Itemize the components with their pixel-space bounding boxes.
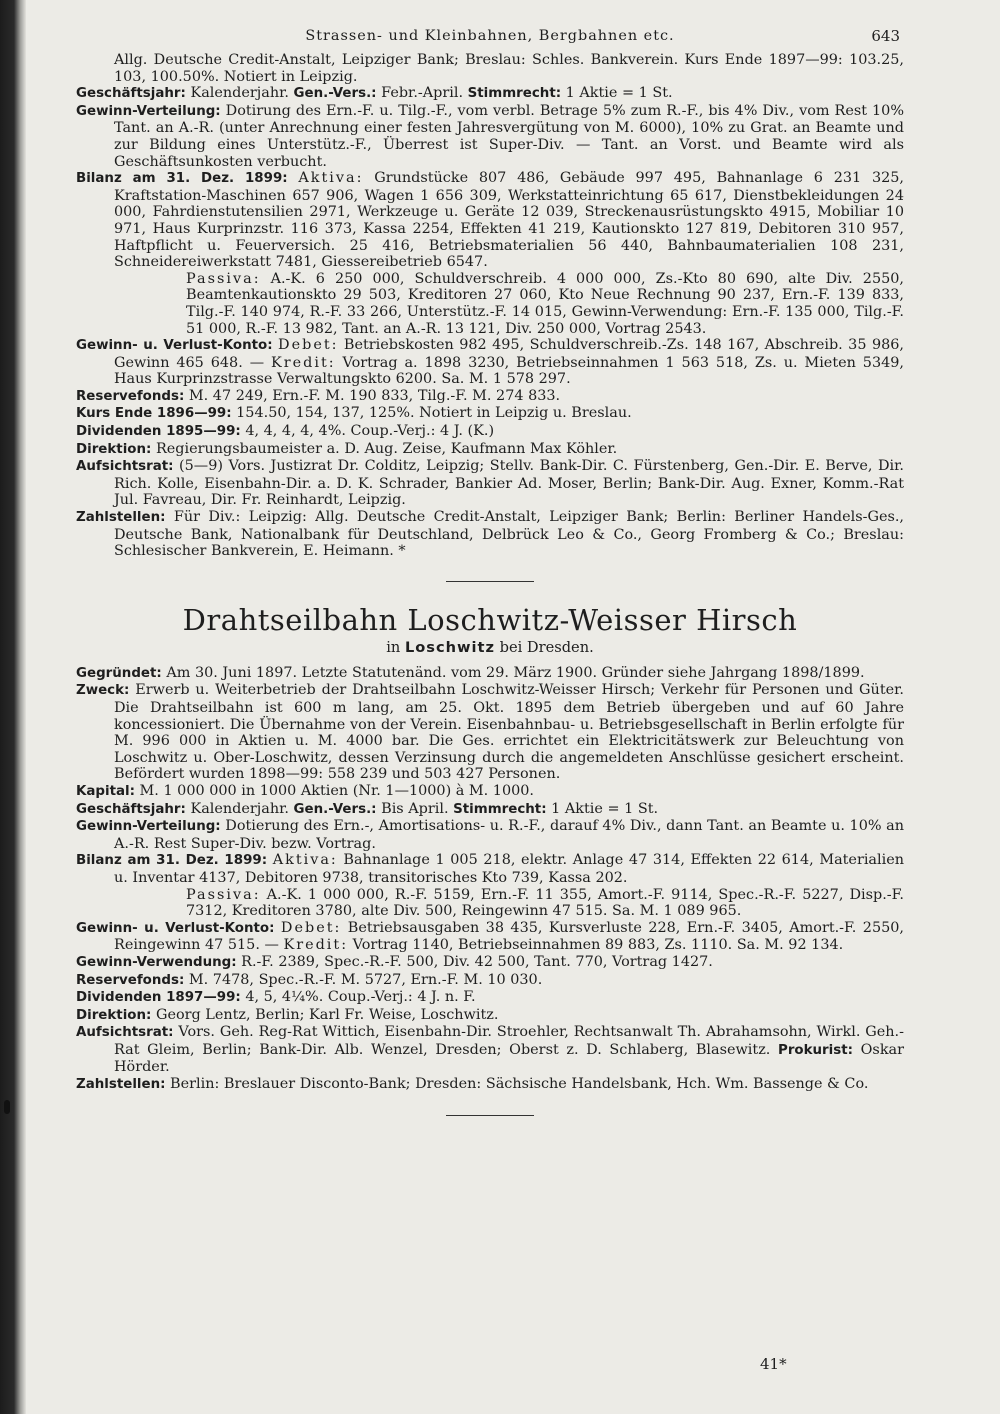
value-direktion-2: Georg Lentz, Berlin; Karl Fr. Weise, Loschwitz. [151, 1006, 499, 1023]
entry-gewinnverteilung [76, 102, 904, 170]
label-kapital: Kapital: [76, 783, 135, 799]
label-passiva: Passiva: [186, 270, 261, 287]
value-gegruendet: Am 30. Juni 1897. Letzte Statutenänd. vom 29. März 1900. Gründer siehe Jahrgang 1898/1899. [161, 664, 865, 681]
label-zahlstellen: Zahlstellen: [76, 510, 166, 526]
label-direktion-2: Direktion: [76, 1007, 152, 1023]
entry-gewinnverteilung-2 [76, 818, 904, 852]
label-debet: Debet: [278, 337, 339, 354]
label-geschaeftsjahr: Geschäftsjahr: [76, 86, 186, 102]
entry-reservefonds-2 [76, 971, 904, 990]
label-aufsichtsrat-2: Aufsichtsrat: [76, 1025, 174, 1041]
label-dividenden: Dividenden 1895—99: [76, 424, 241, 440]
value-genvers: Febr.-April. [376, 85, 468, 102]
label-kredit: Kredit: [271, 354, 336, 371]
location-place: Loschwitz [404, 638, 495, 656]
value-kredit: Vortrag a. 1898 3230, Betriebseinnahmen 1 563 518, Zs. u. Mieten 5349, Haus Kurprinzstrasse Verwaltungskto 6200. Sa. M. 1 578 297. [114, 354, 904, 388]
location-prefix: in [386, 638, 405, 656]
label-bilanz: Bilanz am 31. Dez. 1899: [76, 171, 288, 187]
value-gewinnverteilung-2: Dotierung des Ern.-, Amortisations- u. R.-F., darauf 4% Div., dann Tant. an Beamte u. 10% an A.-R. Rest Super-Div. bezw. Vortrag. [114, 818, 904, 852]
value-prokurist: Oskar Hörder. [114, 1041, 904, 1076]
label-direktion: Direktion: [76, 441, 152, 457]
value-kredit-2: Vortrag 1140, Betriebseinnahmen 89 883, Zs. 1110. Sa. M. 92 134. [348, 937, 844, 954]
company-section [76, 603, 904, 1094]
previous-company-section [76, 52, 904, 560]
label-debet-2: Debet: [280, 919, 342, 936]
company-location [76, 639, 904, 657]
entry-gewinnverwendung [76, 953, 904, 972]
page-number: 643 [871, 27, 900, 45]
intro-paragraph: Allg. Deutsche Credit-Anstalt, Leipziger Bank; Breslau: Schles. Bankverein. Kurs Ende 1897—99: 103.25, 103, 100.50%. Notiert in Leipzig. [114, 52, 904, 85]
entry-bilanz-2 [76, 852, 904, 886]
value-aktiva-2: Bahnanlage 1 005 218, elektr. Anlage 47 314, Effekten 22 614, Materialien u. Inventar 4137, Debitoren 9738, transitorisches Kto 739, Kassa 202. [114, 852, 904, 886]
label-stimmrecht: Stimmrecht: [467, 86, 562, 102]
label-prokurist: Prokurist: [778, 1042, 853, 1058]
entry-passiva-2 [114, 887, 904, 920]
value-aufsichtsrat: (5—9) Vors. Justizrat Dr. Colditz, Leipzig; Stellv. Bank-Dir. C. Fürstenberg, Gen.-Dir. E. Berve, Dir. Rich. Kolle, Eisenbahn-Dir. a. D. K. Schrader, Bankier Ad. Moser, Berlin; Bank-Dir. Aug. Exner, Komm.-Rat Jul. Favreau, Dir. Fr. Reinhardt, Leipzig. [114, 458, 904, 509]
scan-edge [0, 0, 26, 1414]
entry-guv-2 [76, 919, 904, 954]
value-aktiva: Grundstücke 807 486, Gebäude 997 495, Bahnanlage 6 231 325, Kraftstation-Maschinen 657 906, Wagen 1 656 309, Werkstatteinrichtung 65 617, Dienstbekleidungen 24 000, Fahrdienstutensilien 2971, Werkzeuge u. Geräte 12 039, Streckenausrüstungskto 4915, Mobiliar 10 971, Haus Kurprinzstr. 116 373, Kassa 2254, Effekten 41 219, Kautionskto 127 819, Debitoren 310 957, Haftpflicht u. Feuerversich. 25 416, Betriebsmaterialien 56 440, Bahnbaumaterialien 108 231, Schneidereiwerkstatt 7481, Giessereibetrieb 6547. [114, 170, 905, 271]
label-aktiva: Aktiva: [298, 170, 364, 187]
label-genvers: Gen.-Vers.: [293, 86, 377, 102]
label-passiva-2: Passiva: [186, 886, 261, 903]
entry-guv [76, 337, 904, 388]
label-zweck: Zweck: [76, 683, 130, 699]
entry-aufsichtsrat-2 [76, 1024, 904, 1076]
entry-passiva [114, 271, 904, 337]
page-header [76, 20, 904, 45]
label-gewinnverteilung-2: Gewinn-Verteilung: [76, 819, 221, 835]
entry-reservefonds [76, 387, 904, 406]
label-reservefonds: Reservefonds: [76, 388, 185, 404]
label-genvers-2: Gen.-Vers.: [293, 801, 377, 817]
label-gegruendet: Gegründet: [76, 665, 162, 681]
label-dividenden-2: Dividenden 1897—99: [76, 990, 241, 1006]
entry-aufsichtsrat [76, 458, 904, 509]
value-geschaeftsjahr: Kalenderjahr. [185, 85, 294, 102]
end-divider [446, 1115, 534, 1116]
entry-direktion-2 [76, 1006, 904, 1025]
company-title: Drahtseilbahn Loschwitz-Weisser Hirsch [182, 602, 798, 637]
entry-zahlstellen [76, 509, 904, 560]
value-dividenden-2: 4, 5, 4¼%. Coup.-Verj.: 4 J. n. F. [240, 989, 476, 1006]
entry-gegruendet [76, 664, 904, 683]
label-gewinnverwendung: Gewinn-Verwendung: [76, 954, 237, 970]
label-reservefonds-2: Reservefonds: [76, 972, 185, 988]
value-reservefonds-2: M. 7478, Spec.-R.-F. M. 5727, Ern.-F. M. 10 030. [184, 971, 543, 988]
value-passiva: A.-K. 6 250 000, Schuldverschreib. 4 000 000, Zs.-Kto 80 690, alte Div. 2550, Beamtenkautionskto 29 503, Kreditoren 27 060, Kto Neue Rechnung 90 237, Ern.-F. 139 833, Tilg.-F. 140 974, R.-F. 33 266, Unterstütz.-F. 14 015, Gewinn-Verwendung: Ern.-F. 135 000, Tilg.-F. 51 000, R.-F. 13 982, Tant. an A.-R. 13 121, Div. 250 000, Vortrag 2543. [186, 270, 904, 337]
value-kapital: M. 1 000 000 in 1000 Aktien (Nr. 1—1000) à M. 1000. [134, 782, 535, 799]
value-aufsichtsrat-2: Vors. Geh. Reg-Rat Wittich, Eisenbahn-Dir. Stroehler, Rechtsanwalt Th. Abrahamsohn, Wirkl. Geh.-Rat Gleim, Berlin; Bank-Dir. Alb. Wenzel, Dresden; Oberst z. D. Schlaberg, Blasewitz. [114, 1024, 904, 1058]
value-gewinnverteilung: Dotirung des Ern.-F. u. Tilg.-F., vom verbl. Betrage 5% zum R.-F., bis 4% Div., vom Rest 10% Tant. an A.-R. (unter Anrechnung einer festen Jahresvergütung von M. 6000), 10% zu Grat. an Beamte und zur Bildung eines Unterstütz.-F., Überrest ist Super-Div. — Tant. an Vorst. und Beamte wird als Geschäftsunkosten verbucht. [114, 102, 904, 170]
entry-dividenden [76, 423, 904, 441]
value-stimmrecht: 1 Aktie = 1 St. [561, 85, 673, 102]
running-title: Strassen- und Kleinbahnen, Bergbahnen etc. [305, 28, 675, 44]
entry-zweck [76, 682, 904, 783]
value-dividenden: 4, 4, 4, 4, 4%. Coup.-Verj.: 4 J. (K.) [240, 423, 495, 440]
value-geschaeftsjahr-2: Kalenderjahr. [185, 800, 294, 817]
label-gewinnverteilung: Gewinn-Verteilung: [76, 103, 221, 119]
label-stimmrecht-2: Stimmrecht: [453, 801, 547, 817]
entry-geschaeftsjahr [76, 85, 904, 103]
entry-dividenden-2 [76, 989, 904, 1007]
value-reservefonds: M. 47 249, Ern.-F. M. 190 833, Tilg.-F. M. 274 833. [184, 387, 561, 404]
value-genvers-2: Bis April. [376, 800, 454, 817]
page [76, 20, 904, 1116]
entry-zahlstellen-2 [76, 1076, 904, 1094]
entry-bilanz [76, 170, 905, 271]
value-direktion: Regierungsbaumeister a. D. Aug. Zeise, Kaufmann Max Köhler. [151, 440, 618, 457]
label-kredit-2: Kredit: [283, 937, 349, 954]
location-suffix: bei Dresden. [494, 638, 594, 656]
label-guv: Gewinn- u. Verlust-Konto: [76, 338, 273, 354]
entry-kurs [76, 405, 904, 423]
section-divider [446, 581, 534, 582]
value-zweck: Erwerb u. Weiterbetrieb der Drahtseilbahn Loschwitz-Weisser Hirsch; Verkehr für Personen und Güter. Die Drahtseilbahn ist 600 m lang, am 25. Okt. 1895 dem Betrieb übergeben und auf 60 Jahre koncessioniert. Die Übernahme von der Verein. Eisenbahnbau- u. Betriebsgesellschaft in Berlin erfolgte für M. 996 000 in Aktien u. M. 4000 bar. Die Ges. errichtet ein Elektricitätswerk zur Beleuchtung von Loschwitz u. Ober-Loschwitz, dessen Verzinsung durch die angemeldeten Anschlüsse gesichert erscheint. Befördert wurden 1898—99: 558 239 und 503 427 Personen. [114, 682, 904, 783]
value-stimmrecht-2: 1 Aktie = 1 St. [546, 800, 659, 817]
entry-geschaeftsjahr-2 [76, 800, 904, 819]
label-aktiva-2: Aktiva: [272, 852, 338, 869]
label-kurs: Kurs Ende 1896—99: [76, 406, 232, 422]
label-geschaeftsjahr-2: Geschäftsjahr: [76, 801, 186, 817]
label-zahlstellen-2: Zahlstellen: [76, 1077, 166, 1093]
scan-speck [4, 1100, 10, 1114]
value-debet: Betriebskosten 982 495, Schuldverschreib.-Zs. 148 167, Abschreib. 35 986, Gewinn 465 648. — [114, 337, 904, 371]
value-gewinnverwendung: R.-F. 2389, Spec.-R.-F. 500, Div. 42 500, Tant. 770, Vortrag 1427. [236, 953, 713, 970]
value-debet-2: Betriebsausgaben 38 435, Kursverluste 228, Ern.-F. 3405, Amort.-F. 2550, Reingewinn 47 515. — [114, 919, 904, 954]
entry-direktion [76, 440, 904, 459]
value-zahlstellen-2: Berlin: Breslauer Disconto-Bank; Dresden: Sächsische Handelsbank, Hch. Wm. Bassenge & Co. [165, 1076, 869, 1093]
label-bilanz-2: Bilanz am 31. Dez. 1899: [76, 853, 268, 869]
signature-mark: 41* [760, 1355, 787, 1373]
entry-kapital [76, 782, 904, 801]
value-zahlstellen: Für Div.: Leipzig: Allg. Deutsche Credit-Anstalt, Leipziger Bank; Berlin: Berliner Handels-Ges., Deutsche Bank, Nationalbank für Deutschland, Delbrück Leo & Co., Georg Fromberg & Co.; Breslau: Schlesischer Bankverein, E. Heimann. * [114, 509, 904, 560]
value-kurs: 154.50, 154, 137, 125%. Notiert in Leipzig u. Breslau. [231, 405, 632, 422]
label-aufsichtsrat: Aufsichtsrat: [76, 459, 174, 475]
value-passiva-2: A.-K. 1 000 000, R.-F. 5159, Ern.-F. 11 355, Amort.-F. 9114, Spec.-R.-F. 5227, Disp.-F. 7312, Kreditoren 3780, alte Div. 500, Reingewinn 47 515. Sa. M. 1 089 965. [186, 886, 904, 920]
label-guv-2: Gewinn- u. Verlust-Konto: [76, 920, 275, 936]
